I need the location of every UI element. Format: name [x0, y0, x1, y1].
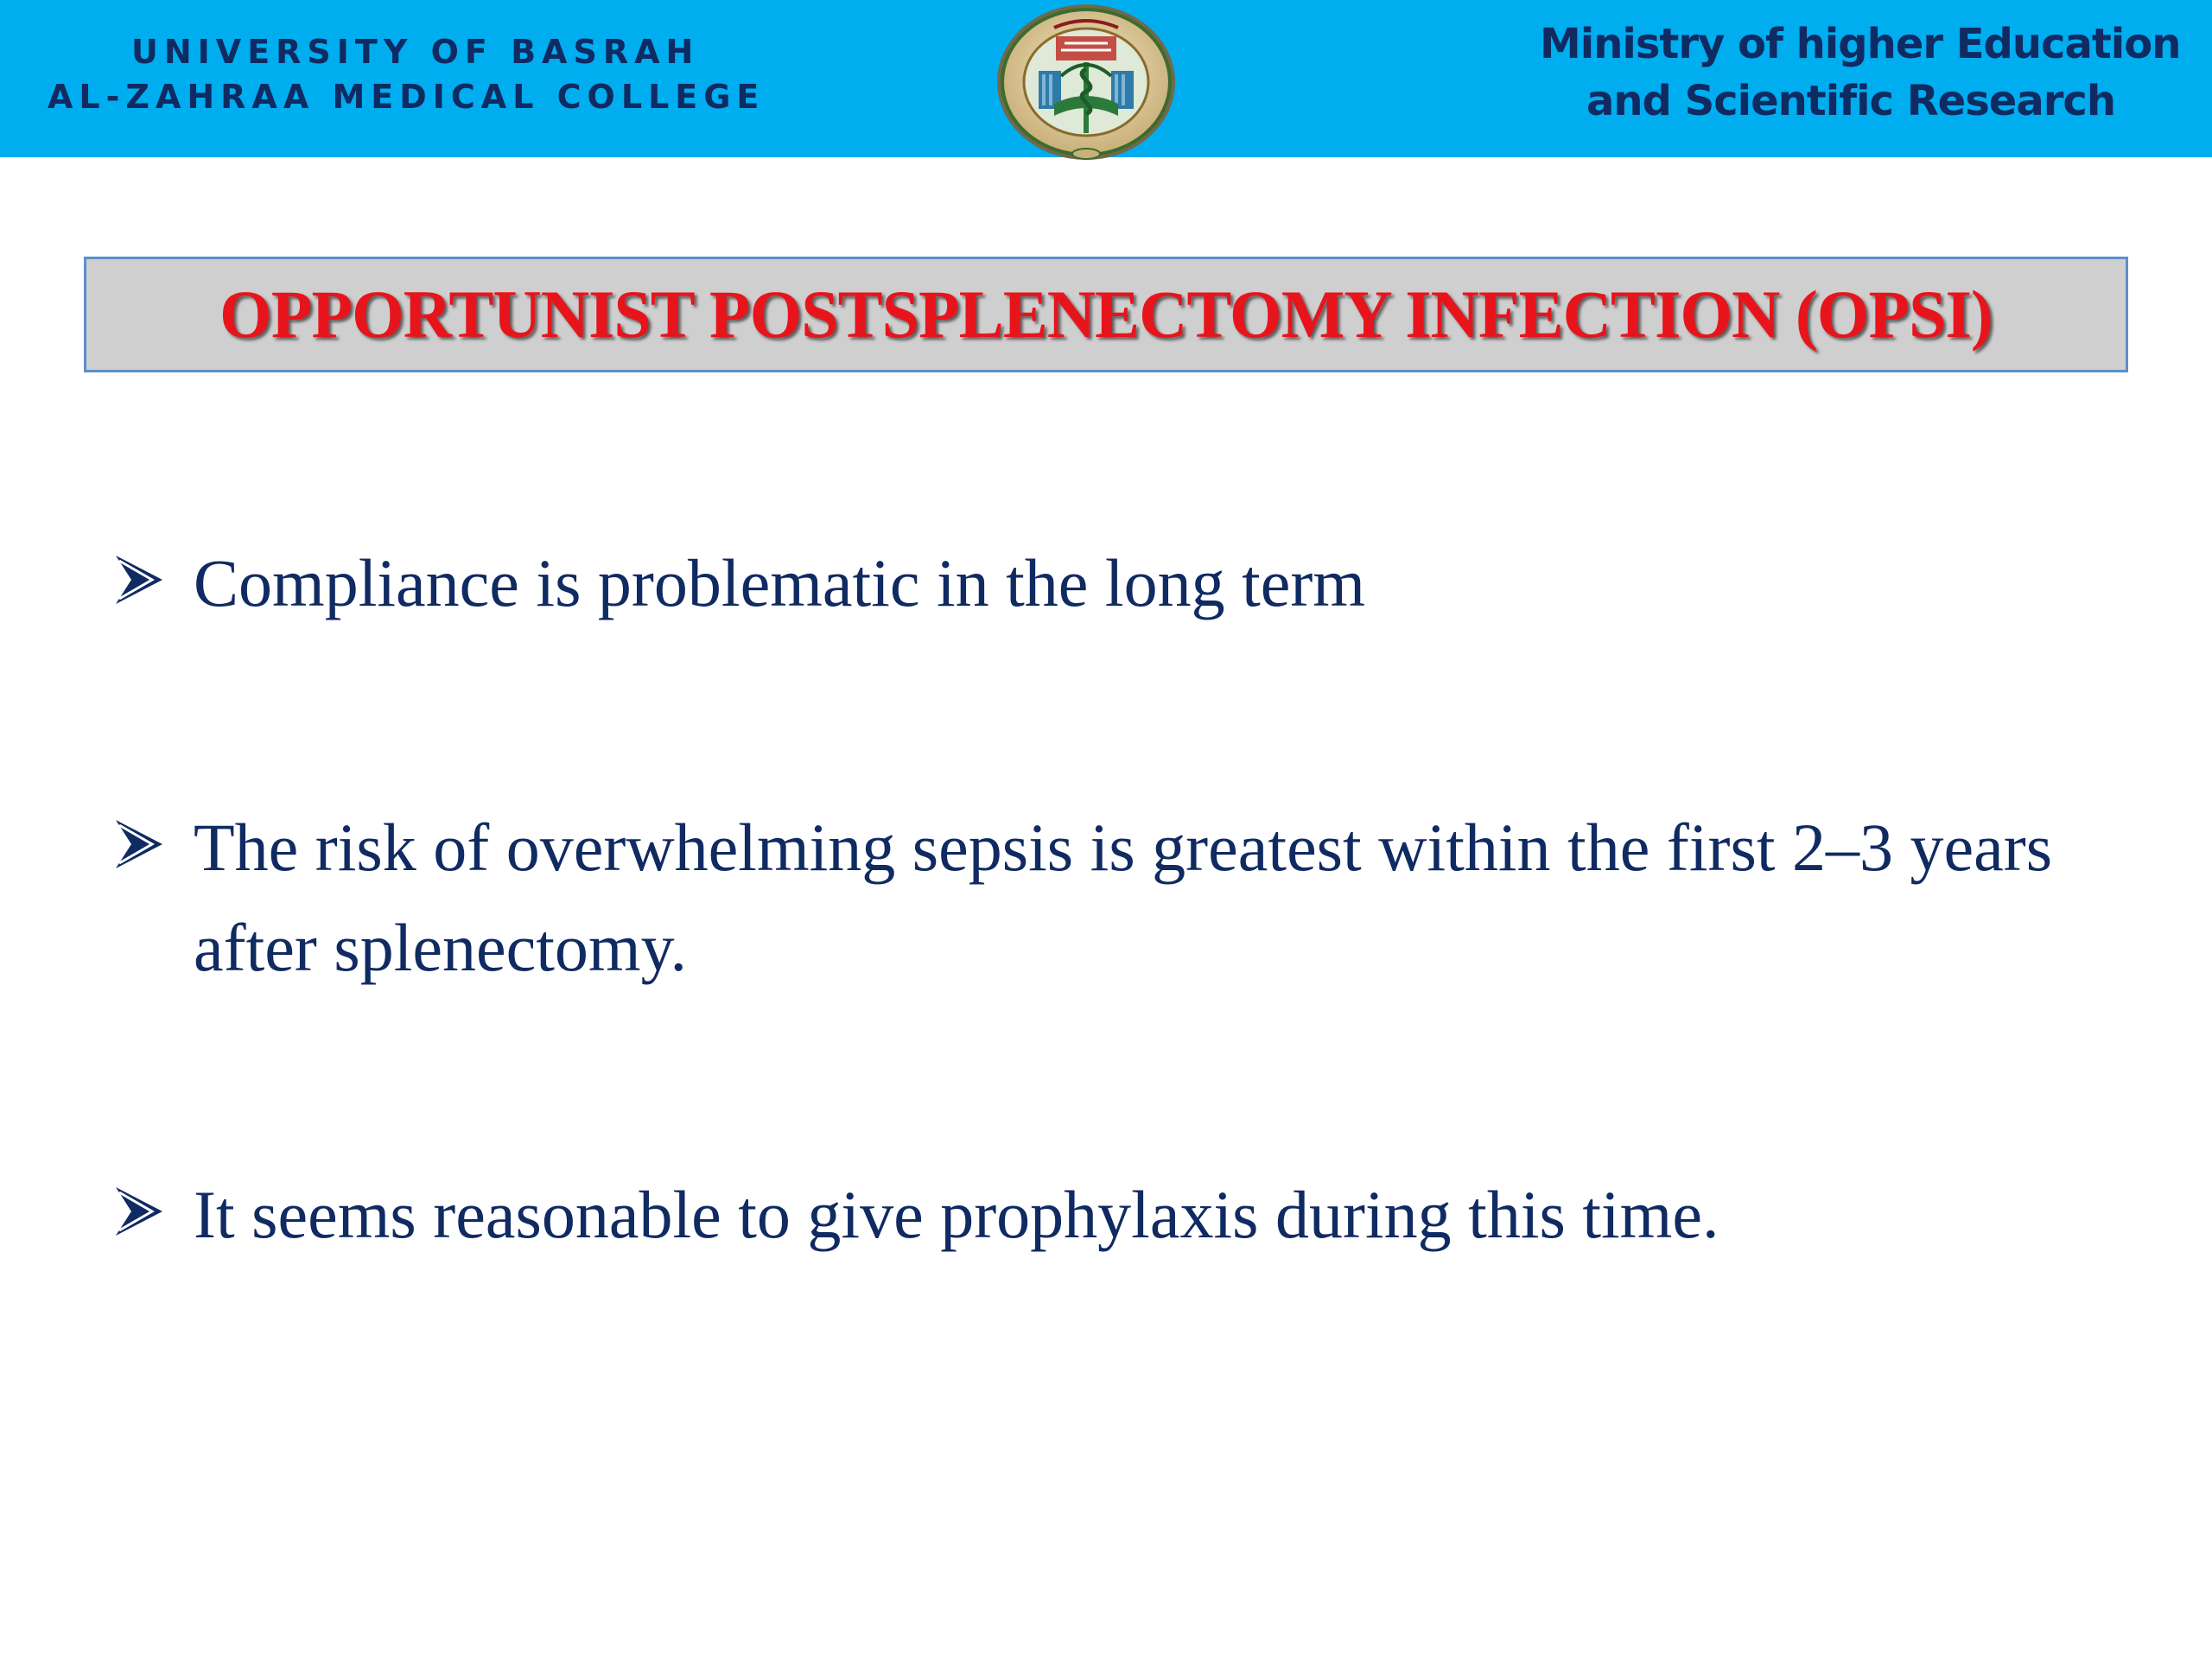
- university-name: UNIVERSITY OF BASRAH: [131, 33, 700, 71]
- college-seal-logo: [994, 2, 1179, 162]
- bullet-item: [112, 533, 2138, 633]
- bullet-text: Compliance is problematic in the long term: [194, 545, 1366, 620]
- bullet-text: It seems reasonable to give prophylaxis during this time.: [194, 1177, 1719, 1252]
- header-bar: [0, 0, 2212, 157]
- arrow-bullet-icon: [112, 1184, 166, 1239]
- arrow-bullet-icon: [112, 552, 166, 607]
- slide-title: OPPORTUNIST POSTSPLENECTOMY INFECTION (OPSI): [219, 276, 1993, 352]
- arrow-bullet-icon: [112, 817, 166, 872]
- bullet-text: The risk of overwhelming sepsis is greatest within the first 2–3 years after splenectomy.: [194, 810, 2053, 985]
- slide-title-box: [84, 257, 2128, 372]
- bullet-item: [112, 798, 2138, 998]
- ministry-line-1: Ministry of higher Education: [1540, 20, 2181, 68]
- bullet-item: [112, 1165, 2138, 1265]
- ministry-name: [1540, 16, 2181, 130]
- ministry-line-2: and Scientific Research: [1586, 77, 2116, 125]
- college-name: AL-ZAHRAA MEDICAL COLLEGE: [48, 78, 766, 116]
